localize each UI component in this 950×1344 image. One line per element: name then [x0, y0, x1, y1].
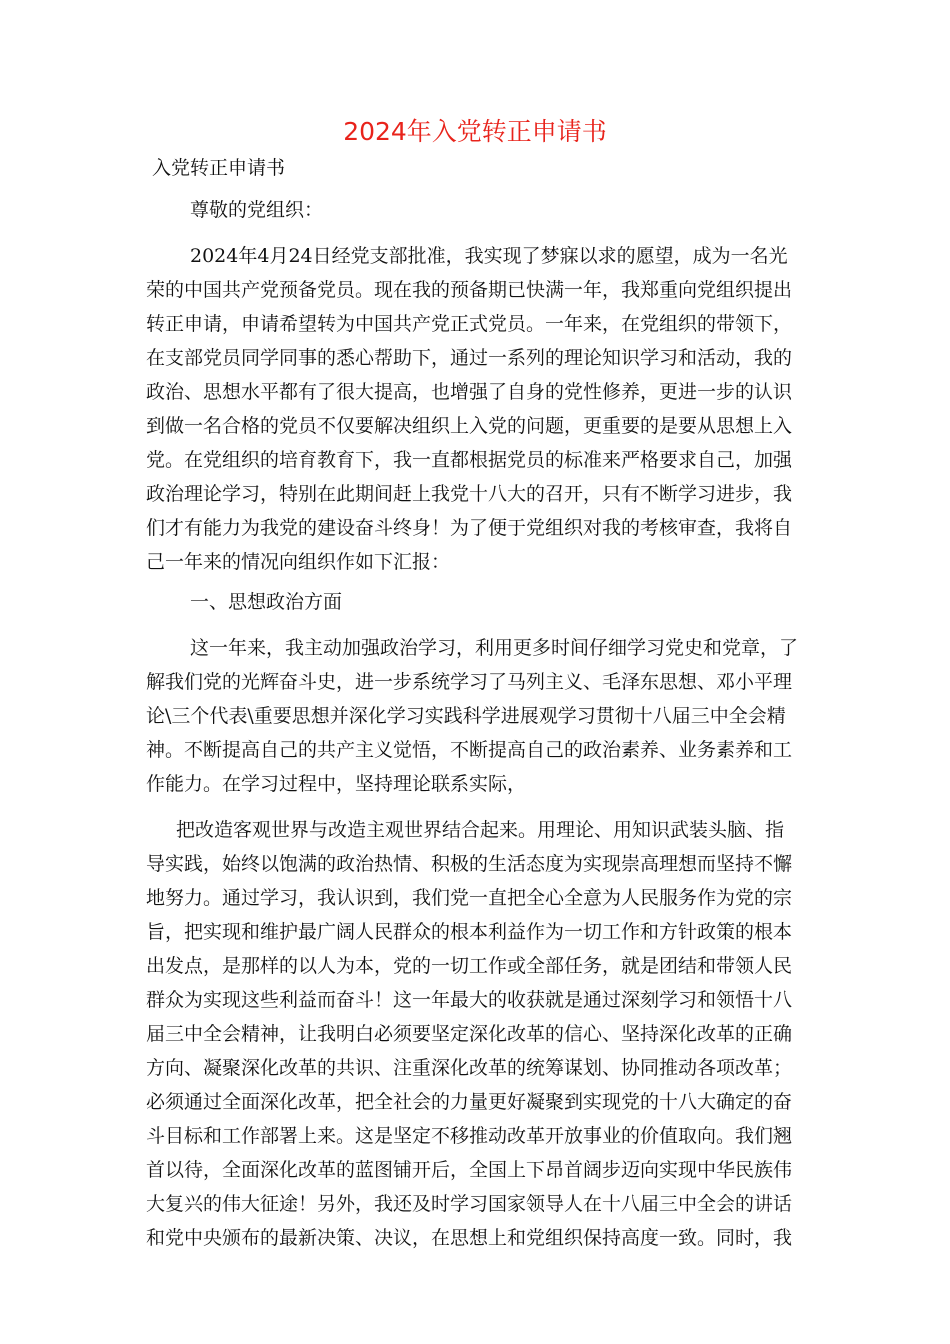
paragraph-line: 荣的中国共产党预备党员。现在我的预备期已快满一年，我郑重向党组织提出 [146, 279, 793, 301]
paragraph-line: 导实践，始终以饱满的政治热情、积极的生活态度为实现崇高理想而坚持不懈 [146, 853, 793, 875]
section-heading: 一、思想政治方面 [190, 591, 343, 613]
paragraph-line: 地努力。通过学习，我认识到，我们党一直把全心全意为人民服务作为党的宗 [146, 887, 793, 909]
paragraph-line: 论\三个代表\重要思想并深化学习实践科学进展观学习贯彻十八届三中全会精 [146, 705, 786, 727]
paragraph-2 [146, 631, 800, 801]
paragraph-line: 己一年来的情况向组织作如下汇报： [146, 551, 451, 573]
document-title: 2024年入党转正申请书 [343, 117, 607, 146]
subtitle-line: 入党转正申请书 [152, 157, 286, 179]
paragraph-line: 方向、凝聚深化改革的共识、注重深化改革的统筹谋划、协同推动各项改革； [146, 1057, 793, 1079]
paragraph-line: 出发点，是那样的以人为本，党的一切工作或全部任务，就是团结和带领人民 [146, 955, 793, 977]
paragraph-line: 党。在党组织的培育教育下，我一直都根据党员的标准来严格要求自己，加强 [146, 449, 793, 471]
paragraph-line: 斗目标和工作部署上来。这是坚定不移推动改革开放事业的价值取向。我们翘 [146, 1125, 793, 1147]
salutation-line: 尊敬的党组织： [190, 199, 324, 221]
paragraph-line: 群众为实现这些利益而奋斗！这一年最大的收获就是通过深刻学习和领悟十八 [146, 989, 793, 1011]
paragraph-1 [146, 239, 800, 579]
paragraph-line: 在支部党员同学同事的悉心帮助下，通过一系列的理论知识学习和活动，我的 [146, 347, 793, 369]
paragraph-line: 和党中央颁布的最新决策、决议，在思想上和党组织保持高度一致。同时，我 [146, 1227, 793, 1249]
paragraph-line: 解我们党的光辉奋斗史，进一步系统学习了马列主义、毛泽东思想、邓小平理 [146, 671, 793, 693]
paragraph-line: 神。不断提高自己的共产主义觉悟，不断提高自己的政治素养、业务素养和工 [146, 739, 793, 761]
paragraph-line: 政治理论学习，特别在此期间赶上我党十八大的召开，只有不断学习进步，我 [146, 483, 793, 505]
paragraph-3 [146, 813, 800, 1255]
paragraph-line: 2024年4月24日经党支部批准，我实现了梦寐以求的愿望，成为一名光 [190, 245, 788, 267]
paragraph-line: 旨，把实现和维护最广阔人民群众的根本利益作为一切工作和方针政策的根本 [146, 921, 793, 943]
paragraph-line: 转正申请，申请希望转为中国共产党正式党员。一年来，在党组织的带领下， [146, 313, 793, 335]
paragraph-line: 首以待，全面深化改革的蓝图铺开后，全国上下昂首阔步迈向实现中华民族伟 [146, 1159, 793, 1181]
paragraph-line: 这一年来，我主动加强政治学习，利用更多时间仔细学习党史和党章，了 [190, 637, 799, 659]
paragraph-line: 政治、思想水平都有了很大提高，也增强了自身的党性修养，更进一步的认识 [146, 381, 793, 403]
paragraph-line: 作能力。在学习过程中，坚持理论联系实际， [146, 773, 527, 795]
document-body [146, 151, 800, 1255]
paragraph-line: 必须通过全面深化改革，把全社会的力量更好凝聚到实现党的十八大确定的奋 [146, 1091, 793, 1113]
paragraph-line: 到做一名合格的党员不仅要解决组织上入党的问题，更重要的是要从思想上入 [146, 415, 793, 437]
paragraph-line: 把改造客观世界与改造主观世界结合起来。用理论、用知识武装头脑、指 [176, 819, 785, 841]
paragraph-line: 大复兴的伟大征途！另外，我还及时学习国家领导人在十八届三中全会的讲话 [146, 1193, 793, 1215]
paragraph-line: 们才有能力为我党的建设奋斗终身！为了便于党组织对我的考核审查，我将自 [146, 517, 793, 539]
paragraph-line: 届三中全会精神，让我明白必须要坚定深化改革的信心、坚持深化改革的正确 [146, 1023, 793, 1045]
